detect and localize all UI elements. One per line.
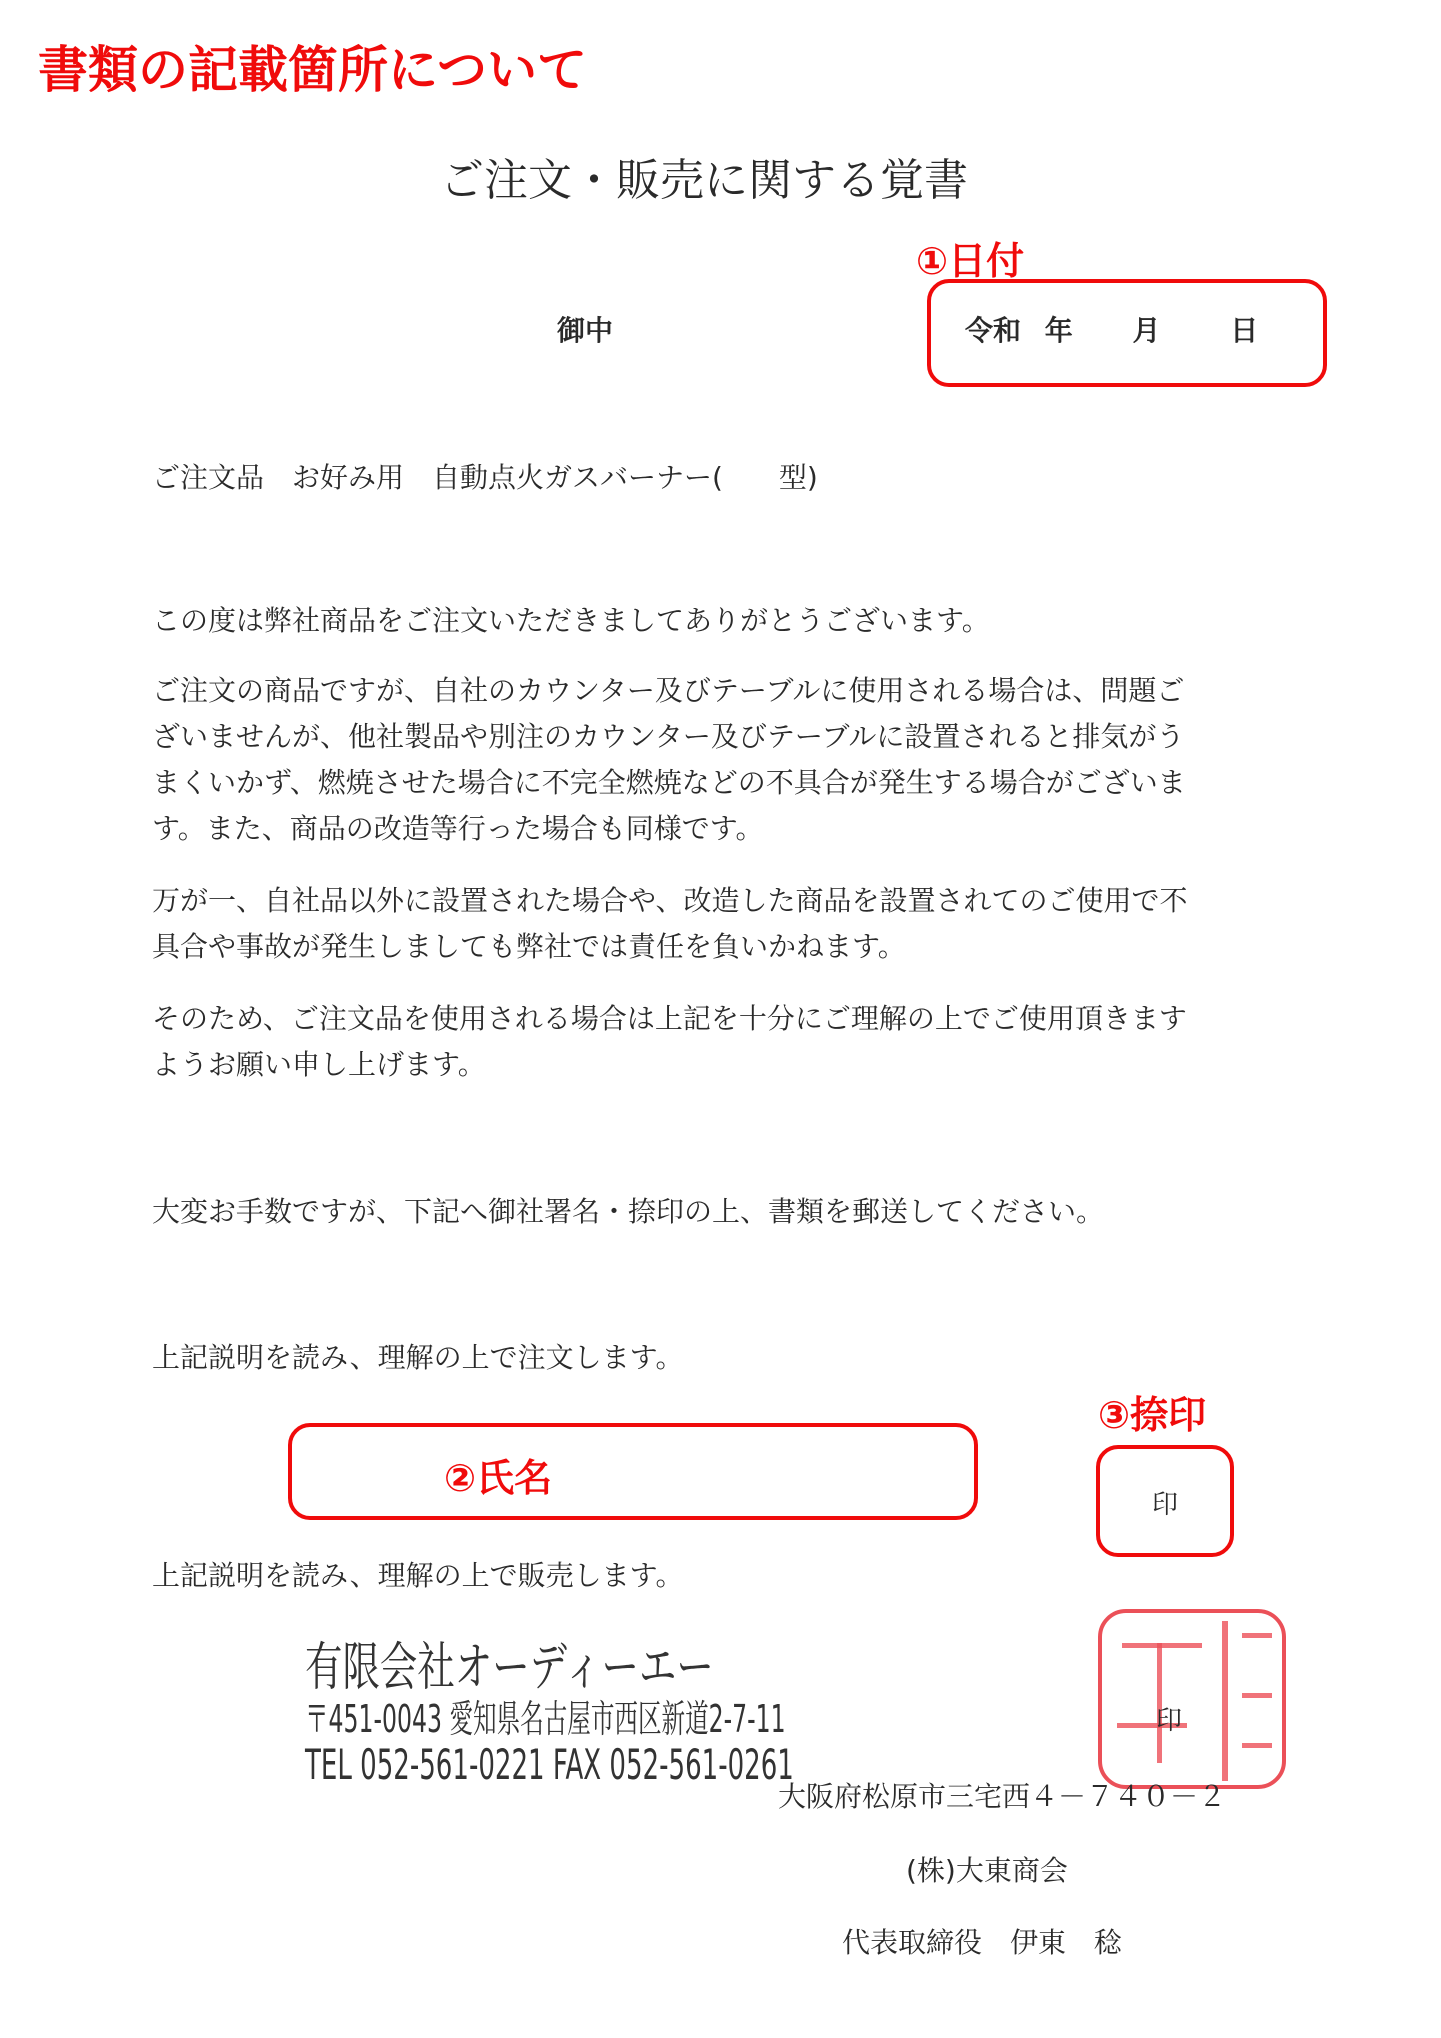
seller-name: (株)大東商会	[906, 1854, 1068, 1887]
paragraph-line: す。また、商品の改造等行った場合も同様です。	[152, 812, 764, 845]
date-month: 月	[1132, 314, 1161, 347]
seal-mark: 印	[1152, 1490, 1179, 1520]
paragraph-line: 万が一、自社品以外に設置された場合や、改造した商品を設置されてのご使用で不	[152, 884, 1188, 917]
paragraph-2	[152, 668, 1186, 852]
annotation-title: 書類の記載箇所について	[38, 41, 587, 99]
seller-address: 大阪府松原市三宅西４－７４０－２	[778, 1780, 1227, 1813]
paragraph-line: そのため、ご注文品を使用される場合は上記を十分にご理解の上でご使用頂きます	[152, 1002, 1187, 1035]
mailing-request: 大変お手数ですが、下記へ御社署名・捺印の上、書類を郵送してください。	[152, 1195, 1105, 1228]
company-address: 〒451-0043 愛知県名古屋市西区新道2-7-11	[305, 1697, 786, 1741]
paragraph-3	[152, 878, 1187, 970]
paragraph-4	[152, 996, 1187, 1088]
paragraph-line: ご注文の商品ですが、自社のカウンター及びテーブルに使用される場合は、問題ご	[152, 674, 1185, 707]
date-annotation-label: ①日付	[916, 239, 1025, 283]
paragraph-line: この度は弊社商品をご注文いただきましてありがとうございます。	[152, 604, 990, 637]
addressee: 御中	[557, 314, 614, 347]
order-item: ご注文品 お好み用 自動点火ガスバーナー( 型)	[152, 461, 818, 494]
sale-confirmation: 上記説明を読み、理解の上で販売します。	[152, 1559, 684, 1592]
date-year: 年	[1044, 314, 1073, 347]
company-contact: TEL 052-561-0221 FAX 052-561-0261	[305, 1740, 794, 1789]
name-annotation-label: ②氏名	[444, 1456, 553, 1500]
company-seal-stamp	[1098, 1609, 1286, 1789]
paragraph-line: まくいかず、燃焼させた場合に不完全燃焼などの不具合が発生する場合がございま	[152, 766, 1186, 799]
date-day: 日	[1230, 314, 1259, 347]
seal-annotation-label: ③捺印	[1098, 1393, 1207, 1437]
paragraph-line: 具合や事故が発生しましても弊社では責任を負いかねます。	[152, 930, 906, 963]
paragraph-1	[152, 598, 990, 644]
date-line	[965, 308, 1258, 354]
paragraph-line: ざいませんが、他社製品や別注のカウンター及びテーブルに設置されると排気がう	[152, 720, 1185, 753]
paragraph-line: ようお願い申し上げます。	[152, 1048, 486, 1081]
name-field-box[interactable]	[288, 1423, 978, 1520]
stamp-seal-mark: 印	[1156, 1706, 1183, 1736]
seller-representative: 代表取締役 伊東 稔	[842, 1926, 1123, 1959]
company-name: 有限会社オーディーエー	[305, 1638, 714, 1698]
order-confirmation: 上記説明を読み、理解の上で注文します。	[152, 1341, 684, 1374]
date-era: 令和	[965, 314, 1022, 347]
document-title: ご注文・販売に関する覚書	[440, 155, 968, 206]
